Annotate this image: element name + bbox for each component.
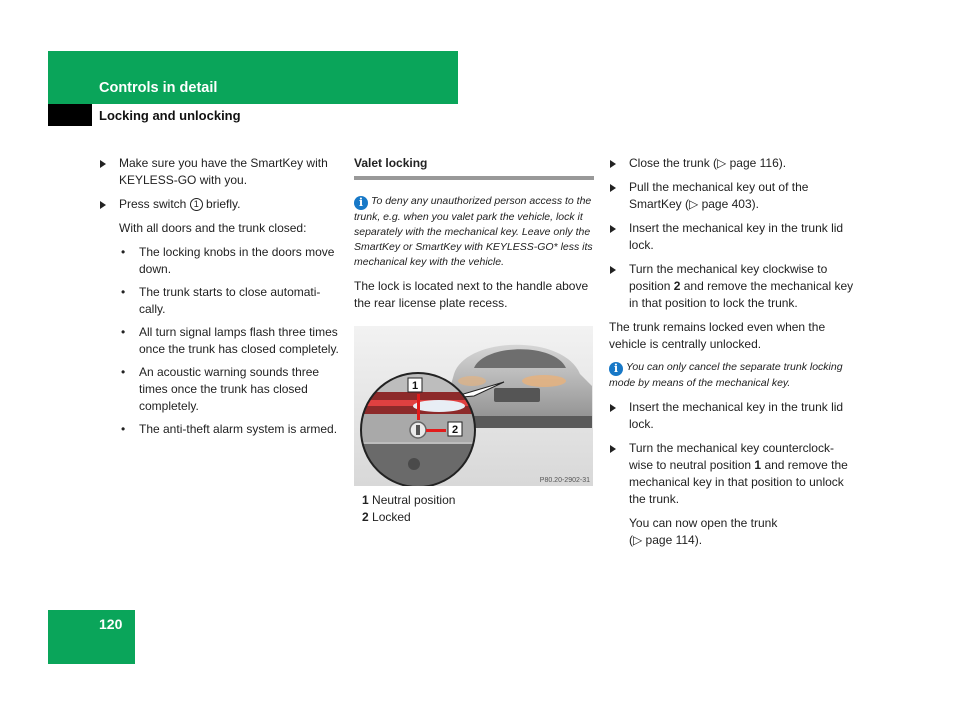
bullet-dot-icon: • <box>121 365 126 379</box>
step-item: Press switch 1 briefly. <box>99 196 344 213</box>
position-1-marker <box>417 394 420 420</box>
info-icon: i <box>354 196 368 210</box>
legend-item: 1 Neutral position <box>362 493 456 507</box>
bullet-dot-icon: • <box>121 245 126 259</box>
figure-legend <box>354 492 594 526</box>
column-1 <box>99 155 344 444</box>
header-marker <box>48 104 92 126</box>
header-band <box>48 51 458 104</box>
arrow-bullet-icon <box>610 160 616 168</box>
key-slot <box>416 425 420 435</box>
label-2: 2 <box>451 424 459 436</box>
arrow-bullet-icon <box>610 266 616 274</box>
subsection-title: Locking and unlocking <box>99 108 241 123</box>
arrow-bullet-icon <box>100 201 106 209</box>
handle-chrome <box>413 400 465 412</box>
circled-number-icon: 1 <box>190 198 203 211</box>
info-icon: i <box>609 362 623 376</box>
step-item: Close the trunk (▷ page 116). <box>609 155 854 172</box>
bullet-dot-icon: • <box>121 422 126 436</box>
bullet-dot-icon: • <box>121 325 126 339</box>
valet-locking-heading: Valet locking <box>354 155 594 180</box>
step-item: Insert the mechanical key in the trunk lid lock. <box>609 220 854 254</box>
plate-light <box>408 458 420 470</box>
step-item: Turn the mechanical key clockwise to position 2 and remove the mechanical key in that position to lock the trunk. <box>609 261 854 312</box>
result-text: You can now open the trunk (▷ page 114). <box>629 516 778 547</box>
info-note: i You can only cancel the separate trunk locking mode by means of the mechanical key. <box>609 361 843 389</box>
step-item: Pull the mechanical key out of the SmartKey (▷ page 403). <box>609 179 854 213</box>
list-item: • The trunk starts to close automati-cally. <box>121 285 321 316</box>
page-number: 120 <box>99 616 123 632</box>
body-text: The lock is located next to the handle above the rear license plate recess. <box>354 279 589 310</box>
column-2 <box>354 155 594 526</box>
tail-lamp <box>458 376 486 386</box>
bullet-dot-icon: • <box>121 285 126 299</box>
label-1: 1 <box>411 380 419 392</box>
info-note: i To deny any unauthorized person access to the trunk, e.g. when you valet park the vehicle, lock it separately with the mechanical key. Leave only the SmartKey or SmartKey with KEYLESS-GO* less its mechanical key with the vehicle. <box>354 195 593 268</box>
position-2-marker <box>426 429 446 432</box>
step-item: Insert the mechanical key in the trunk lid lock. <box>609 399 854 433</box>
intro-text: With all doors and the trunk closed: <box>119 221 307 235</box>
arrow-bullet-icon <box>610 225 616 233</box>
legend-item: 2 Locked <box>362 510 411 524</box>
arrow-bullet-icon <box>610 184 616 192</box>
body-text: The trunk remains locked even when the vehicle is centrally unlocked. <box>609 320 826 351</box>
arrow-bullet-icon <box>610 445 616 453</box>
list-item: • The anti-theft alarm system is armed. <box>121 422 338 436</box>
trunk-lock-illustration <box>354 326 593 486</box>
car-rear-illustration <box>354 326 593 486</box>
license-plate-recess <box>494 388 540 402</box>
list-item: • An acoustic warning sounds three times once the trunk has closed completely. <box>121 365 320 413</box>
tail-lamp <box>522 375 566 387</box>
arrow-bullet-icon <box>610 404 616 412</box>
list-item: • All turn signal lamps flash three times once the trunk has closed completely. <box>121 325 339 356</box>
arrow-bullet-icon <box>100 160 106 168</box>
section-title: Controls in detail <box>99 80 218 96</box>
figure-code: P80.20-2902-31 <box>539 477 590 484</box>
step-item: Make sure you have the SmartKey with KEYLESS-GO with you. <box>99 155 344 189</box>
list-item: • The locking knobs in the doors move down. <box>121 245 335 276</box>
step-item: Turn the mechanical key counterclock-wise to neutral position 1 and remove the mechanical key in that position to unlock the trunk. <box>609 440 854 508</box>
column-3 <box>609 155 854 556</box>
